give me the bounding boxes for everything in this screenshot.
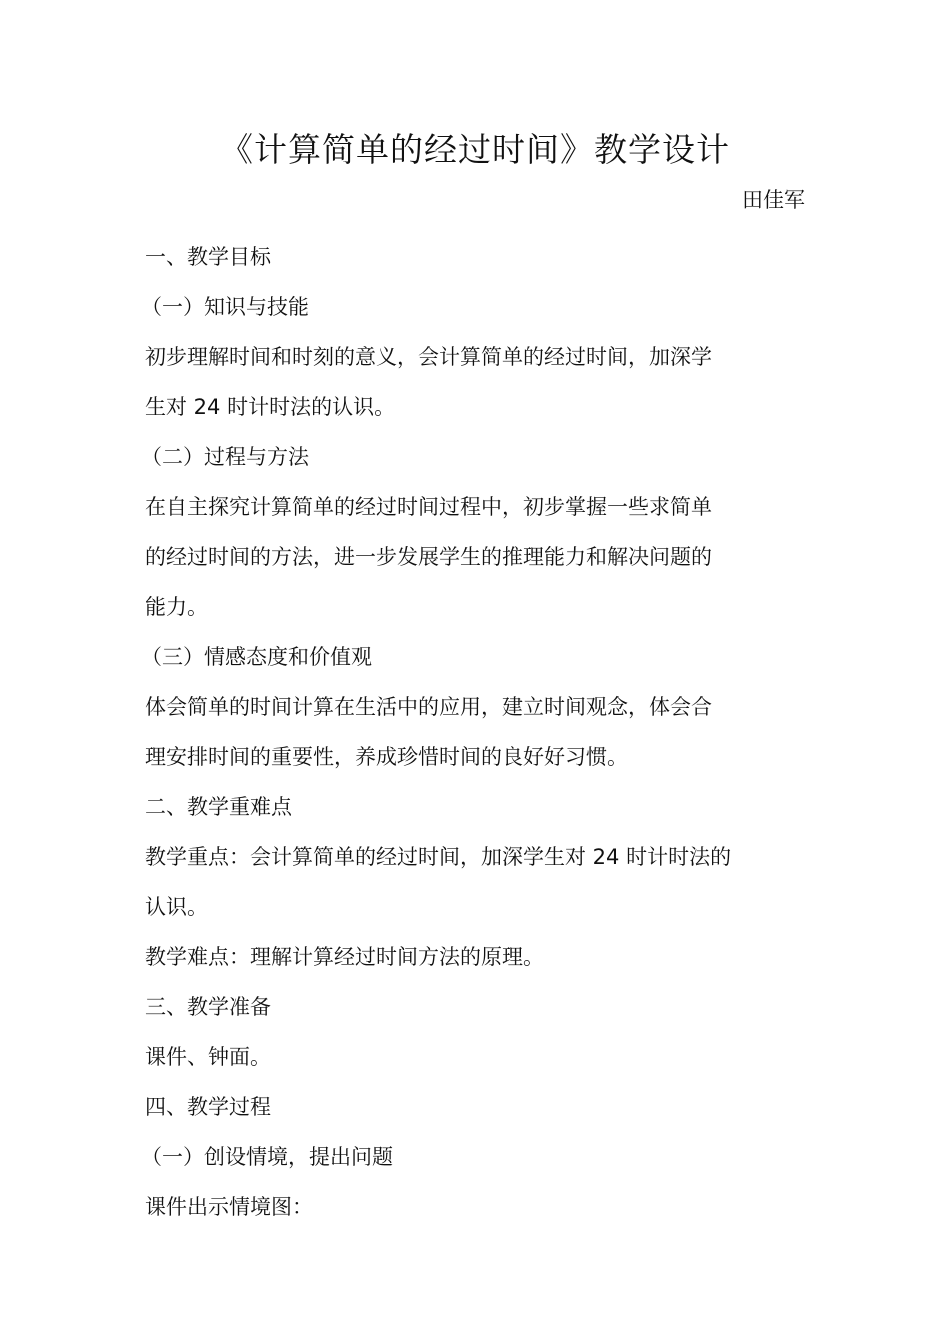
author-name: 田佳军 bbox=[742, 188, 805, 212]
subsection-heading: （二）过程与方法 bbox=[141, 445, 309, 469]
paragraph-line: 理安排时间的重要性，养成珍惜时间的良好好习惯。 bbox=[145, 745, 628, 769]
paragraph-line: 教学重点：会计算简单的经过时间，加深学生对 24 时计时法的 bbox=[145, 845, 732, 869]
section-heading: 一、教学目标 bbox=[145, 245, 271, 269]
subsection-heading: （一）创设情境，提出问题 bbox=[141, 1145, 393, 1169]
paragraph-line: 课件、钟面。 bbox=[145, 1045, 271, 1069]
paragraph-line: 认识。 bbox=[145, 895, 208, 919]
document-body bbox=[141, 232, 807, 1232]
paragraph-line: 教学难点：理解计算经过时间方法的原理。 bbox=[145, 945, 544, 969]
paragraph-line: 的经过时间的方法，进一步发展学生的推理能力和解决问题的 bbox=[145, 545, 712, 569]
subsection-heading: （三）情感态度和价值观 bbox=[141, 645, 372, 669]
paragraph-line: 体会简单的时间计算在生活中的应用，建立时间观念，体会合 bbox=[145, 695, 712, 719]
paragraph-line: 初步理解时间和时刻的意义，会计算简单的经过时间，加深学 bbox=[145, 345, 712, 369]
paragraph-line: 生对 24 时计时法的认识。 bbox=[145, 395, 396, 419]
document-title: 《计算简单的经过时间》教学设计 bbox=[220, 130, 730, 169]
paragraph-line: 在自主探究计算简单的经过时间过程中，初步掌握一些求简单 bbox=[145, 495, 712, 519]
section-heading: 三、教学准备 bbox=[145, 995, 271, 1019]
section-heading: 四、教学过程 bbox=[145, 1095, 271, 1119]
paragraph-line: 课件出示情境图： bbox=[145, 1195, 313, 1219]
paragraph-line: 能力。 bbox=[145, 595, 208, 619]
section-heading: 二、教学重难点 bbox=[145, 795, 292, 819]
subsection-heading: （一）知识与技能 bbox=[141, 295, 309, 319]
